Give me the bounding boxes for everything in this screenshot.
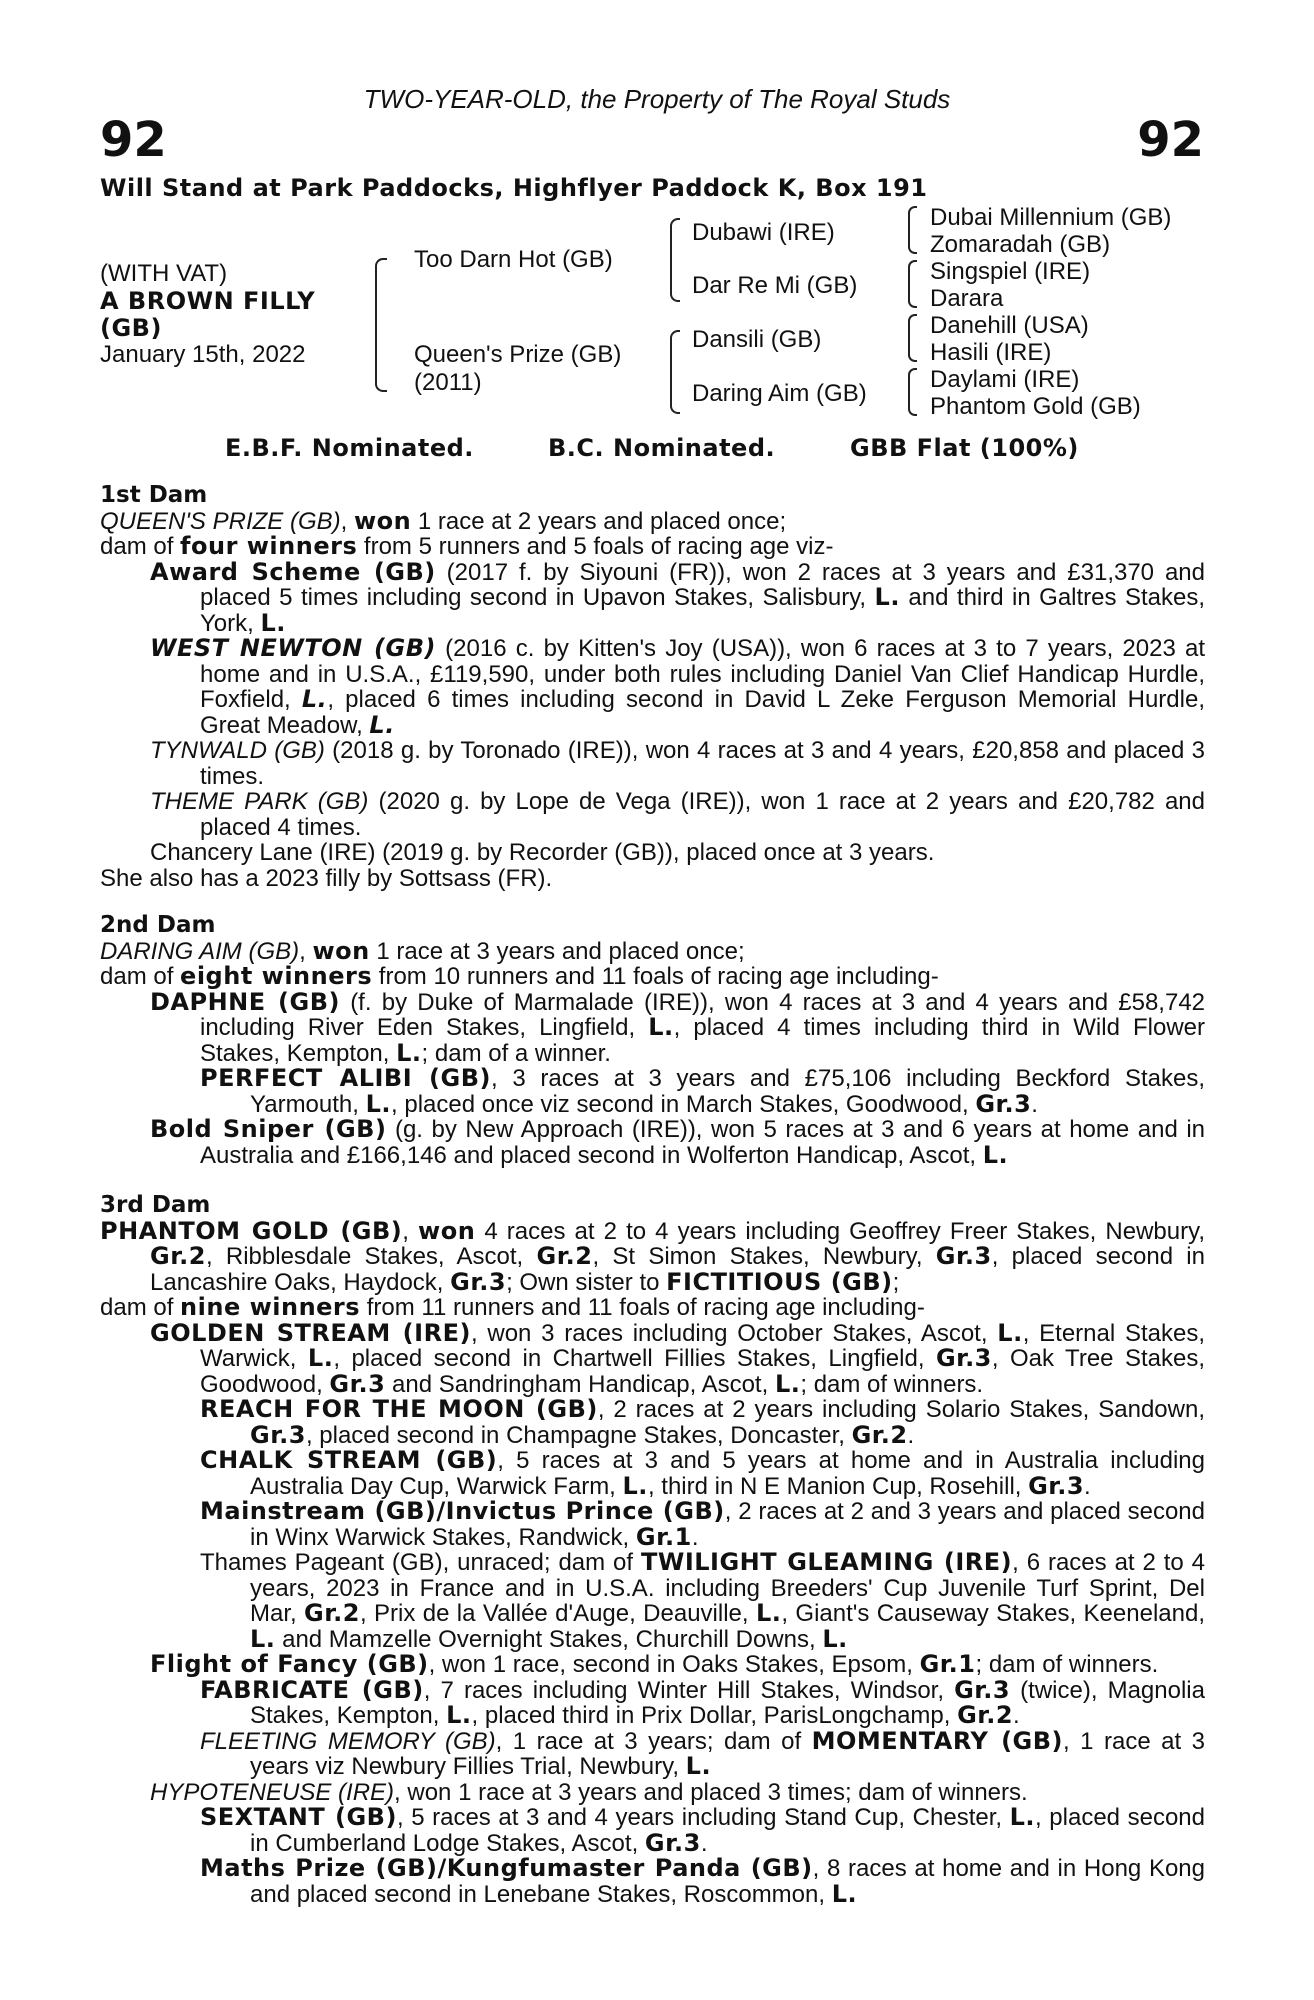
produce-summary: dam of nine winners from 11 runners and 11 foals of racing age including- — [100, 1293, 925, 1321]
subject-dob: January 15th, 2022 — [100, 341, 306, 368]
pedigree-sds: Singspiel (IRE) — [930, 258, 1091, 285]
third-dam-section — [100, 1193, 1205, 1907]
lot-number-left: 92 — [100, 112, 167, 168]
dam-name: QUEEN'S PRIZE (GB) — [100, 507, 341, 535]
pedigree-brace-g3-2 — [908, 260, 917, 308]
pedigree-sdd: Darara — [930, 285, 1004, 312]
pedigree-dam-dam: Daring Aim (GB) — [692, 380, 867, 407]
second-dam-section — [100, 913, 1205, 1168]
dam-record: PHANTOM GOLD (GB), won 4 races at 2 to 4 years including Geoffrey Freer Stakes, Newbury, Gr.2, Ribblesdale Stakes, Ascot, Gr.2, St Simon Stakes, Newbury, Gr.3, placed second in Lancashire Oaks, Haydock, Gr.3; Own sister to FICTITIOUS (GB); — [100, 1216, 1205, 1296]
produce-entry-grand: PERFECT ALIBI (GB), 3 races at 3 years and £75,106 including Beckford Stakes, Yarmouth, L., placed once viz second in March Stakes, Goodwood, Gr.3. — [200, 1064, 1205, 1118]
subject-origin: (GB) — [100, 314, 162, 342]
produce-summary: dam of four winners from 5 runners and 5 foals of racing age viz- — [100, 532, 834, 560]
produce-entry-grand: Mainstream (GB)/Invictus Prince (GB), 2 races at 2 and 3 years and placed second in Winx Warwick Stakes, Randwick, Gr.1. — [200, 1497, 1206, 1551]
produce-entry: HYPOTENEUSE (IRE), won 1 race at 3 years and placed 3 times; dam of winners. — [150, 1778, 1028, 1806]
produce-entry: GOLDEN STREAM (IRE), won 3 races including October Stakes, Ascot, L., Eternal Stakes, Warwick, L., placed second in Chartwell Fillies Stakes, Lingfield, Gr.3, Oak Tree Stakes, Goodwood, Gr.3 and Sandringham Handicap, Ascot, L.; dam of winners. — [150, 1318, 1206, 1398]
stand-location: Will Stand at Park Paddocks, Highflyer Paddock K, Box 191 — [100, 174, 928, 202]
subject-name: A BROWN FILLY — [100, 287, 316, 315]
produce-entry: THEME PARK (GB) (2020 g. by Lope de Vega (IRE)), won 1 race at 2 years and £20,782 and placed 4 times. — [150, 788, 1205, 841]
first-dam-section — [100, 483, 1205, 891]
produce-entry-grand: REACH FOR THE MOON (GB), 2 races at 2 years including Solario Stakes, Sandown, Gr.3, placed second in Champagne Stakes, Doncaster, Gr.2. — [200, 1395, 1205, 1449]
pedigree-dds: Daylami (IRE) — [930, 366, 1080, 393]
pedigree-dsd: Hasili (IRE) — [930, 339, 1052, 366]
ebf-nomination: E.B.F. Nominated. — [225, 434, 474, 462]
page-header-title: TWO-YEAR-OLD, the Property of The Royal Studs — [363, 84, 951, 114]
pedigree-brace-dam-line — [670, 330, 680, 414]
section-heading: 3rd Dam — [100, 1192, 211, 1218]
pedigree-sire-sire: Dubawi (IRE) — [692, 219, 835, 246]
dam-record: DARING AIM (GB), won 1 race at 3 years and placed once; — [100, 936, 745, 965]
pedigree-dam-year: (2011) — [414, 369, 482, 396]
produce-entry-grand: Maths Prize (GB)/Kungfumaster Panda (GB), 8 races at home and in Hong Kong and placed second in Lenebane Stakes, Roscommon, L. — [200, 1854, 1205, 1908]
produce-entry: Flight of Fancy (GB), won 1 race, second in Oaks Stakes, Epsom, Gr.1; dam of winners. — [150, 1650, 1159, 1678]
produce-entry-grand: Thames Pageant (GB), unraced; dam of TWILIGHT GLEAMING (IRE), 6 races at 2 to 4 years, 2023 in France and in U.S.A. including Breeders' Cup Juvenile Turf Sprint, Del Mar, Gr.2, Prix de la Vallée d'Auge, Deauville, L., Giant's Causeway Stakes, Keeneland, L. and Mamzelle Overnight Stakes, Churchill Downs, L. — [200, 1548, 1206, 1653]
pedigree-brace-g3-1 — [908, 206, 917, 254]
produce-entry-grand: SEXTANT (GB), 5 races at 3 and 4 years including Stand Cup, Chester, L., placed second in Cumberland Lodge Stakes, Ascot, Gr.3. — [200, 1803, 1205, 1857]
pedigree-sire: Too Darn Hot (GB) — [414, 246, 613, 273]
produce-note: She also has a 2023 filly by Sottsass (FR). — [100, 864, 553, 892]
pedigree-dss: Danehill (USA) — [930, 312, 1089, 339]
section-heading: 1st Dam — [100, 482, 208, 508]
produce-entry: WEST NEWTON (GB) (2016 c. by Kitten's Joy (USA)), won 6 races at 3 to 7 years, 2023 at home and in U.S.A., £119,590, under both rules including Daniel Van Clief Handicap Hurdle, Foxfield, L., placed 6 times including second in David L Zeke Ferguson Memorial Hurdle, Great Meadow, L. — [150, 634, 1205, 739]
produce-entry: Award Scheme (GB) (2017 f. by Siyouni (FR)), won 2 races at 3 years and £31,370 and placed 5 times including second in Upavon Stakes, Salisbury, L. and third in Galtres Stakes, York, L. — [150, 557, 1205, 637]
pedigree-sire-dam: Dar Re Mi (GB) — [692, 272, 858, 299]
lot-number-right: 92 — [1137, 112, 1204, 168]
pedigree-brace-g3-3 — [908, 314, 917, 362]
dam-record: QUEEN'S PRIZE (GB), won 1 race at 2 years and placed once; — [100, 506, 787, 535]
gbb-status: GBB Flat (100%) — [850, 434, 1079, 462]
pedigree-ssd: Zomaradah (GB) — [930, 231, 1111, 258]
produce-entry: TYNWALD (GB) (2018 g. by Toronado (IRE)), won 4 races at 3 and 4 years, £20,858 and placed 3 times. — [150, 737, 1206, 790]
produce-entry: Bold Sniper (GB) (g. by New Approach (IRE)), won 5 races at 3 and 6 years at home and in Australia and £166,146 and placed second in Wolferton Handicap, Ascot, L. — [150, 1115, 1206, 1169]
produce-entry: Chancery Lane (IRE) (2019 g. by Recorder (GB)), placed once at 3 years. — [150, 839, 935, 866]
produce-entry-grand: CHALK STREAM (GB), 5 races at 3 and 5 years at home and in Australia including Australia Day Cup, Warwick Farm, L., third in N E Manion Cup, Rosehill, Gr.3. — [200, 1446, 1206, 1500]
pedigree-brace-g3-4 — [908, 368, 917, 416]
pedigree-brace-sire-line — [670, 218, 680, 302]
pedigree-ddd: Phantom Gold (GB) — [930, 393, 1141, 420]
produce-entry-grand: FABRICATE (GB), 7 races including Winter Hill Stakes, Windsor, Gr.3 (twice), Magnolia Stakes, Kempton, L., placed third in Prix Dollar, ParisLongchamp, Gr.2. — [200, 1675, 1205, 1729]
pedigree-brace-generation-1 — [375, 258, 387, 392]
subject-vat: (WITH VAT) — [100, 260, 228, 287]
produce-entry-grand: FLEETING MEMORY (GB), 1 race at 3 years; dam of MOMENTARY (GB), 1 race at 3 years viz Newbury Fillies Trial, Newbury, L. — [200, 1726, 1205, 1780]
produce-summary: dam of eight winners from 10 runners and 11 foals of racing age including- — [100, 962, 939, 990]
bc-nomination: B.C. Nominated. — [548, 434, 776, 462]
produce-entry: DAPHNE (GB) (f. by Duke of Marmalade (IRE)), won 4 races at 3 and 4 years and £58,742 including River Eden Stakes, Lingfield, L., placed 4 times including third in Wild Flower Stakes, Kempton, L.; dam of a winner. — [150, 987, 1206, 1067]
pedigree-sss: Dubai Millennium (GB) — [930, 204, 1172, 231]
pedigree-dam: Queen's Prize (GB) — [414, 341, 622, 368]
pedigree-dam-sire: Dansili (GB) — [692, 326, 822, 353]
section-heading: 2nd Dam — [100, 912, 216, 938]
